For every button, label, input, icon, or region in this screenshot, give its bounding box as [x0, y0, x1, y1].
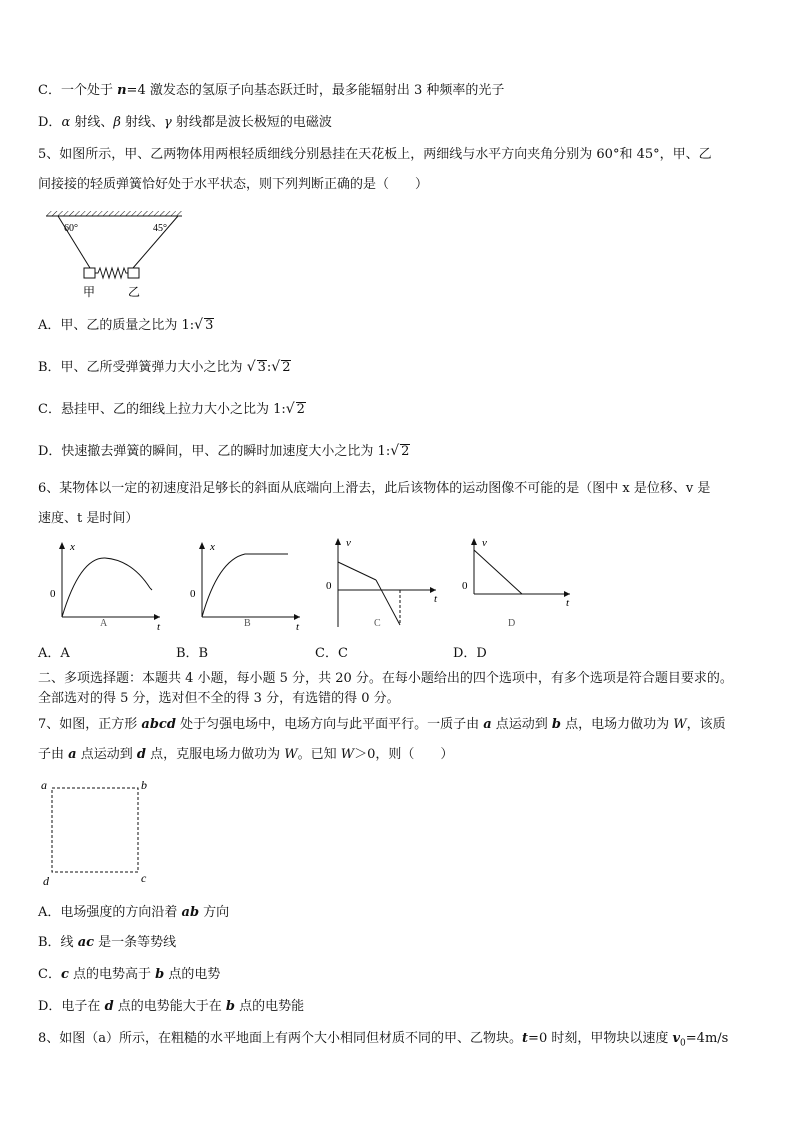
vertex-a: a: [41, 778, 47, 792]
q6-graphs: [40, 532, 580, 632]
q6-option-a: A．A: [38, 646, 70, 661]
q7-stem-line2: 子由 a 点运动到 d 点，克服电场力做功为 W。已知 W＞0，则（ ）: [38, 747, 454, 762]
q4-option-c: C．一个处于 n=4 激发态的氢原子向基态跃迁时，最多能辐射出 3 种频率的光子: [38, 83, 505, 98]
q7-option-c: C．c 点的电势高于 b 点的电势: [38, 967, 221, 982]
q8-stem-line1: 8、如图（a）所示，在粗糙的水平地面上有两个大小相同但材质不同的甲、乙物块。t=0 时刻，甲物块以速度 $v_0=4m/s$: [38, 1031, 729, 1049]
graph-d-ylabel: v: [482, 537, 487, 549]
graph-b-ylabel: x: [210, 541, 215, 553]
vertex-c: c: [141, 871, 147, 885]
graph-c-xlabel: t: [434, 593, 438, 605]
q5-stem-line2: 间接接的轻质弹簧恰好处于水平状态，则下列判断正确的是（ ）: [38, 177, 429, 192]
square-abcd: [52, 788, 138, 872]
graph-b-xlabel: t: [296, 621, 300, 632]
q5-figure: [40, 205, 190, 300]
q7-square-figure: [38, 776, 158, 890]
q7-option-d: D．电子在 d 点的电势能大于在 b 点的电势能: [38, 999, 305, 1014]
label-jia: 甲: [83, 285, 96, 299]
graph-c-ylabel: v: [346, 537, 351, 549]
q6-stem-line1: 6、某物体以一定的初速度沿足够长的斜面从底端向上滑去，此后该物体的运动图像不可能的是（图中 x 是位移、v 是: [38, 481, 711, 496]
section2-line2: 全部选对的得 5 分，选对但不全的得 3 分，有选错的得 0 分。: [38, 691, 400, 706]
q5-option-d: D．快速撤去弹簧的瞬间，甲、乙的瞬时加速度大小之比为 1:√ 2: [38, 443, 410, 459]
graph-d-xlabel: t: [566, 597, 570, 609]
q4-option-d: D．α 射线、β 射线、γ 射线都是波长极短的电磁波: [38, 115, 332, 130]
block-jia: [84, 268, 95, 278]
q5-option-a: A．甲、乙的质量之比为 1:√ 3: [38, 317, 214, 333]
graph-d-line: [474, 550, 522, 594]
q7-stem-line1: 7、如图，正方形 abcd 处于匀强电场中，电场方向与此平面平行。一质子由 a 点运动到 b 点，电场力做功为 W，该质: [38, 717, 726, 732]
q6-option-d: D．D: [453, 646, 487, 661]
graph-a-origin: 0: [50, 588, 56, 600]
label-yi: 乙: [128, 285, 141, 299]
vertex-d: d: [43, 874, 49, 888]
angle-45-label: 45°: [153, 223, 167, 234]
q7-option-a: A．电场强度的方向沿着 ab 方向: [38, 905, 230, 920]
graph-a-caption: A: [100, 618, 108, 629]
graph-c: [326, 537, 438, 629]
graph-a-ylabel: x: [70, 541, 75, 553]
q6-option-c: C．C: [315, 646, 348, 661]
graph-c-line: [338, 562, 376, 580]
q6-option-b: B．B: [176, 646, 209, 661]
q5-option-b: B．甲、乙所受弹簧弹力大小之比为 √ 3:√ 2: [38, 359, 291, 375]
q5-option-c: C．悬挂甲、乙的细线上拉力大小之比为 1:√ 2: [38, 401, 305, 417]
q5-stem-line1: 5、如图所示，甲、乙两物体用两根轻质细线分别悬挂在天花板上，两细线与水平方向夹角分别为 60°和 45°，甲、乙: [38, 147, 712, 162]
q7-option-b: B．线 ac 是一条等势线: [38, 935, 177, 950]
graph-d: [462, 537, 570, 629]
graph-b-origin: 0: [190, 588, 196, 600]
graph-b-curve: [202, 554, 288, 617]
graph-b-caption: B: [244, 618, 251, 629]
block-yi: [128, 268, 139, 278]
angle-60-label: 60°: [64, 223, 78, 234]
graph-d-caption: D: [508, 618, 516, 629]
section2-line1: 二、多项选择题：本题共 4 小题，每小题 5 分，共 20 分。在每小题给出的四个选项中，有多个选项是符合题目要求的。: [38, 671, 733, 686]
ceiling: [46, 211, 182, 216]
q6-stem-line2: 速度、t 是时间）: [38, 511, 139, 526]
graph-a-xlabel: t: [157, 621, 161, 632]
graph-a-curve: [62, 558, 150, 617]
vertex-b: b: [141, 778, 147, 792]
graph-c-origin: 0: [326, 580, 332, 592]
spring: [95, 268, 128, 278]
graph-c-caption: C: [374, 618, 381, 629]
graph-d-origin: 0: [462, 580, 468, 592]
graph-a: [50, 541, 161, 632]
graph-b: [190, 541, 300, 632]
